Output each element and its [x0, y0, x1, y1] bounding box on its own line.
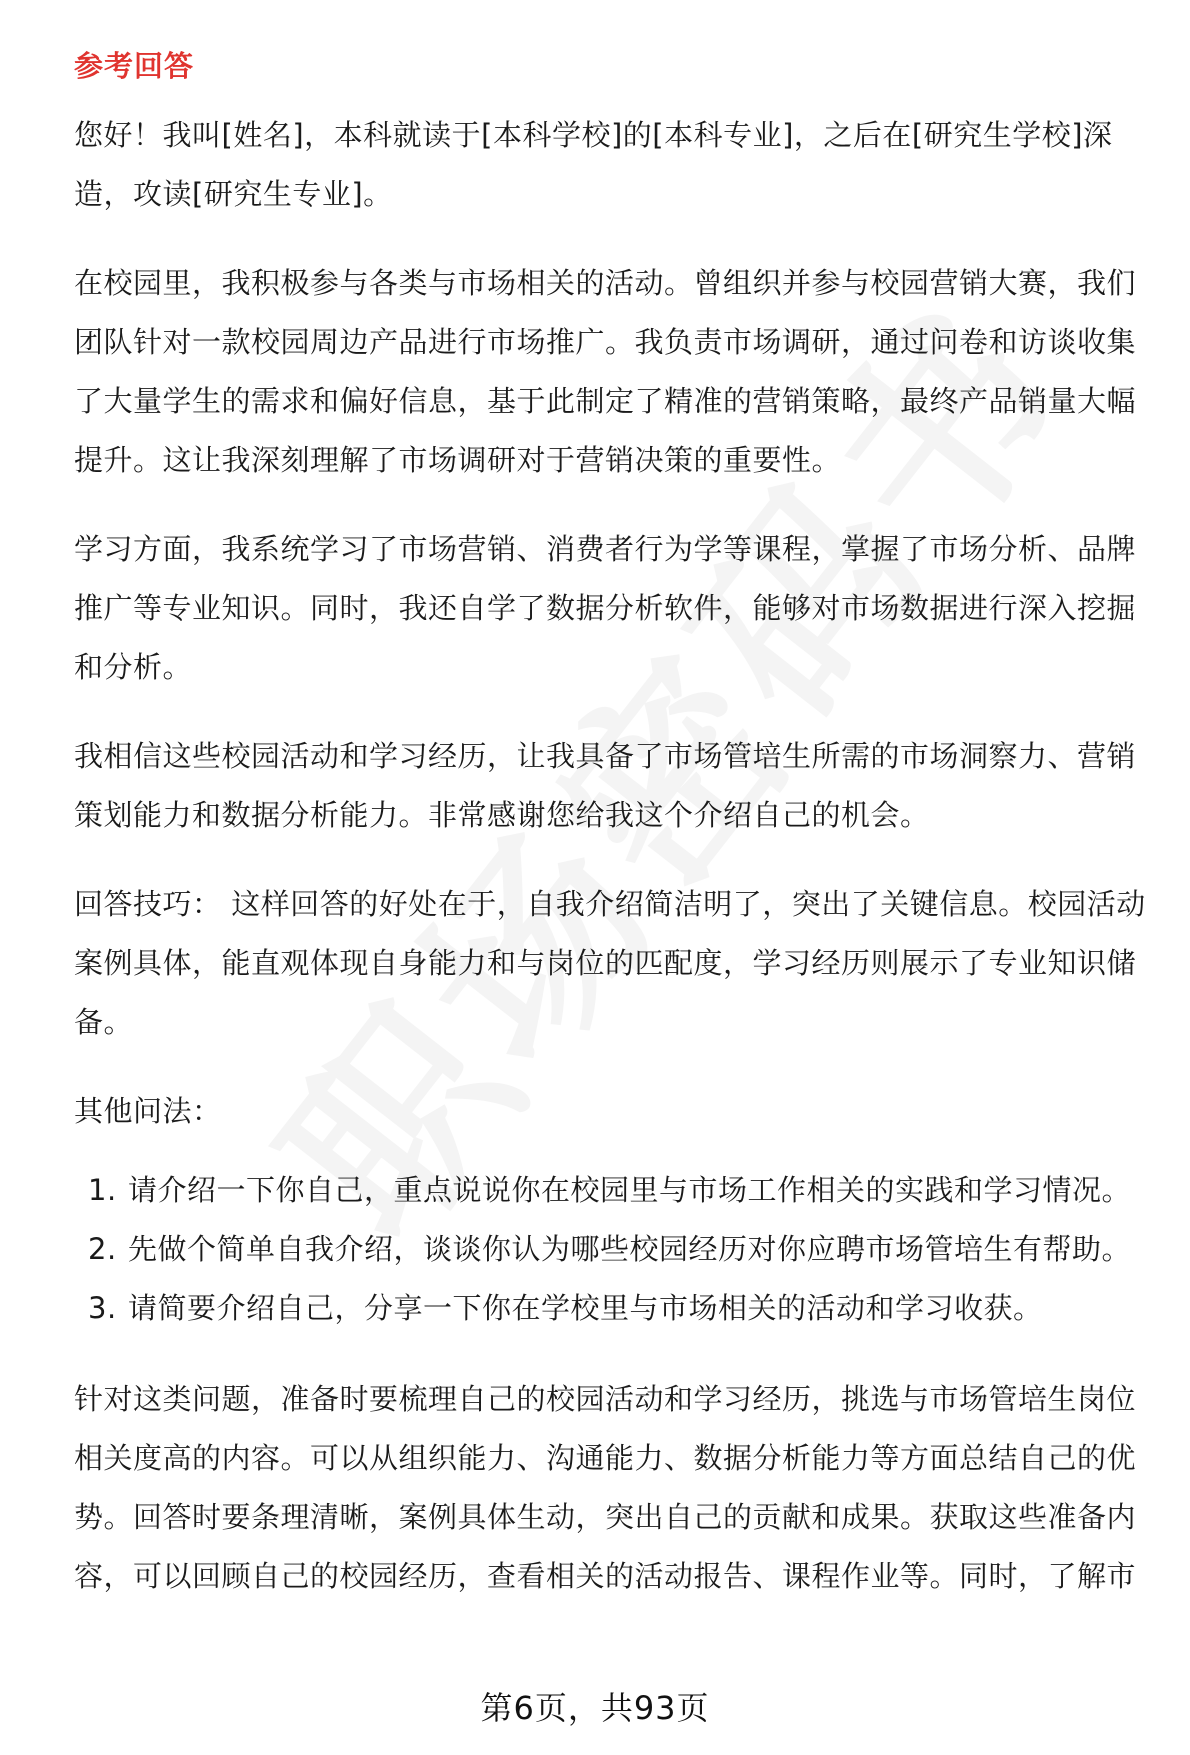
- study-paragraph: 学习方面，我系统学习了市场营销、消费者行为学等课程，掌握了市场分析、品牌推广等专业知识。同时，我还自学了数据分析软件，能够对市场数据进行深入挖掘和分析。: [74, 532, 1137, 684]
- tips-paragraph: 回答技巧： 这样回答的好处在于，自我介绍简洁明了，突出了关键信息。校园活动案例具体，能直观体现自身能力和与岗位的匹配度，学习经历则展示了专业知识储备。: [74, 887, 1146, 1039]
- section-heading: 参考回答: [74, 49, 195, 83]
- intro-paragraph: 您好！我叫[姓名]，本科就读于[本科学校]的[本科专业]，之后在[研究生学校]深造，攻读[研究生专业]。: [74, 118, 1113, 211]
- list-item-text: 请简要介绍自己，分享一下你在学校里与市场相关的活动和学习收获。: [128, 1291, 1043, 1325]
- other-questions-list: [74, 1161, 1164, 1338]
- campus-paragraph: 在校园里，我积极参与各类与市场相关的活动。曾组织并参与校园营销大赛，我们团队针对一款校园周边产品进行市场推广。我负责市场调研，通过问卷和访谈收集了大量学生的需求和偏好信息，基于此制定了精准的营销策略，最终产品销量大幅提升。这让我深刻理解了市场调研对于营销决策的重要性。: [74, 266, 1137, 477]
- page-number: 第6页，共93页: [480, 1689, 710, 1727]
- list-item-text: 请介绍一下你自己，重点说说你在校园里与市场工作相关的实践和学习情况。: [128, 1173, 1132, 1207]
- content-area: [74, 46, 1164, 1636]
- other-questions-title: 其他问法：: [74, 1094, 222, 1128]
- list-item-number: 3.: [88, 1291, 117, 1325]
- closing-paragraph: 我相信这些校园活动和学习经历，让我具备了市场管培生所需的市场洞察力、营销策划能力和数据分析能力。非常感谢您给我这个介绍自己的机会。: [74, 739, 1137, 832]
- list-item: [74, 1279, 1164, 1338]
- list-item: [74, 1220, 1164, 1279]
- list-item-number: 2.: [88, 1232, 117, 1266]
- advice-paragraph: 针对这类问题，准备时要梳理自己的校园活动和学习经历，挑选与市场管培生岗位相关度高的内容。可以从组织能力、沟通能力、数据分析能力等方面总结自己的优势。回答时要条理清晰，案例具体生动，突出自己的贡献和成果。获取这些准备内容，可以回顾自己的校园经历，查看相关的活动报告、课程作业等。同时，了解市: [74, 1382, 1137, 1593]
- list-item: [74, 1161, 1164, 1220]
- list-item-text: 先做个简单自我介绍，谈谈你认为哪些校园经历对你应聘市场管培生有帮助。: [128, 1232, 1132, 1266]
- list-item-number: 1.: [88, 1173, 117, 1207]
